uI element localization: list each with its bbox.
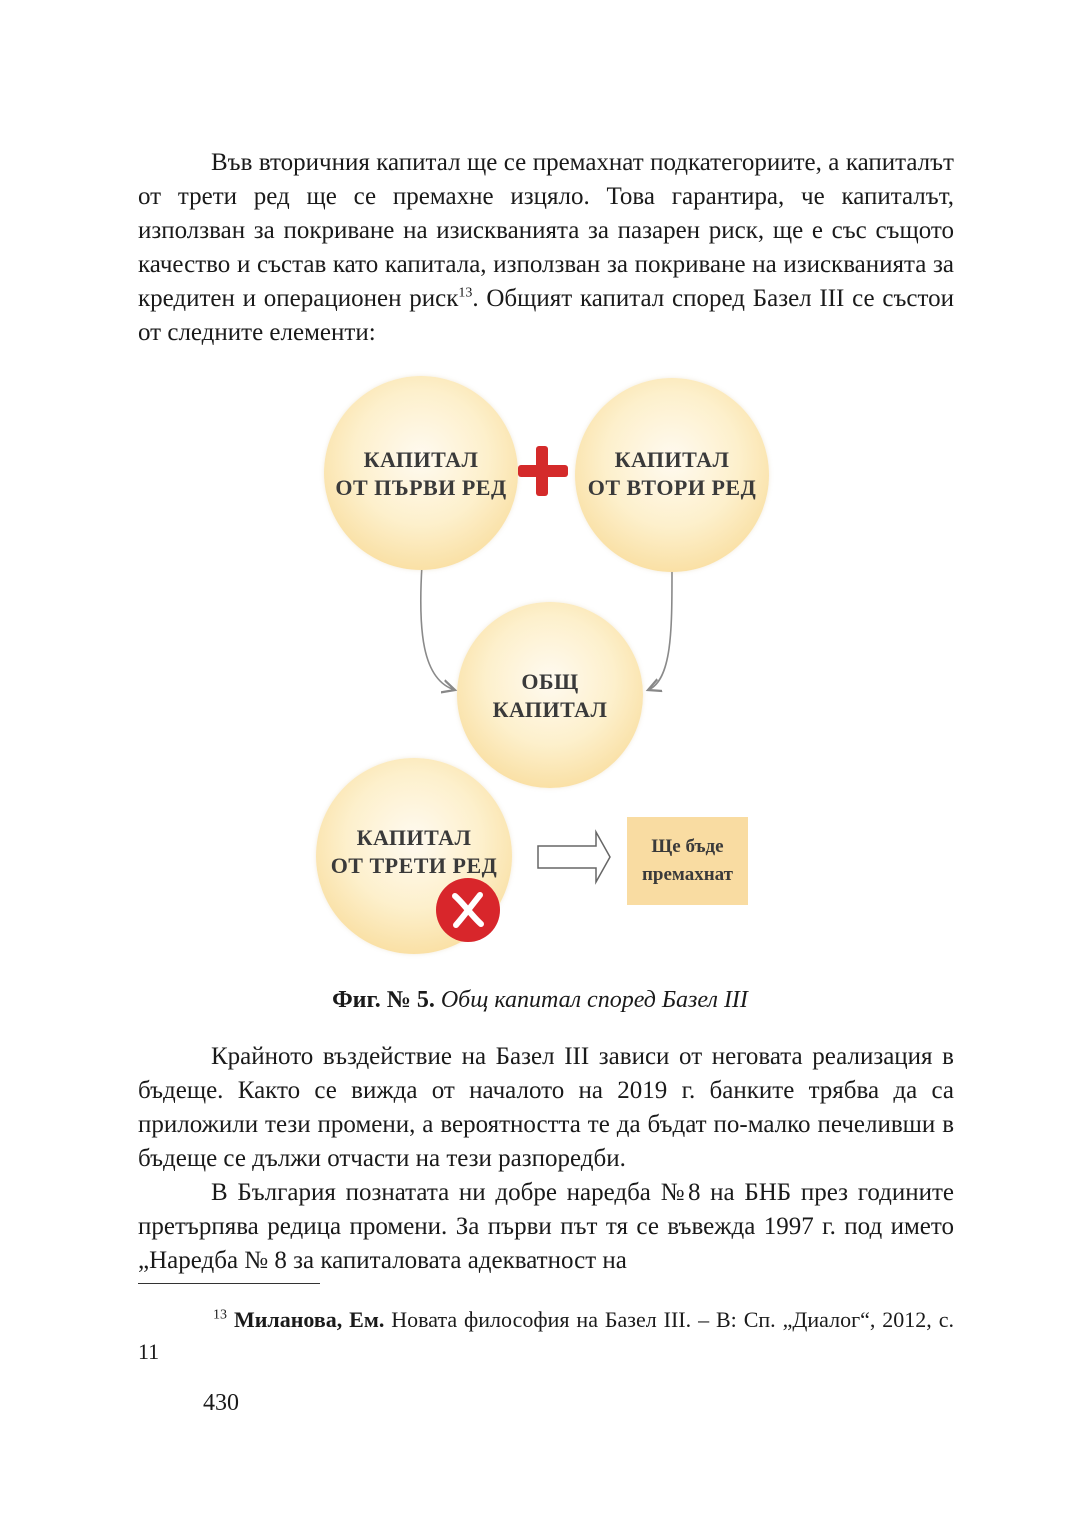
caption-label: Фиг. № 5. (332, 987, 435, 1013)
circle-tier2-capital (575, 378, 769, 572)
footnote-ref[interactable]: 13 (458, 285, 473, 301)
footnote-text: Новата философия на Базел III. – В: Сп. „Диалог“, 2012, с. 11 (138, 1307, 954, 1364)
footnote-separator (138, 1283, 320, 1284)
paragraph-1-text: Във вторичния капитал ще се премахнат подкатегориите, а капиталът от трети ред ще се премахне изцяло. Това гарантира, че капиталът, използван за покриване на изискванията за пазарен риск, ще е със същото качество и състав като капитала, използван за покриване на изискванията за кредитен и операционен риск (138, 149, 954, 312)
tier2-line2: ОТ ВТОРИ РЕД (587, 475, 757, 500)
plus-icon (516, 444, 570, 498)
paragraph-1-tail: . Общият капитал според Базел III се състои от следните елементи: (138, 285, 954, 346)
footnote (138, 1304, 954, 1368)
removed-line1: Ще бъде (651, 836, 724, 857)
circle-total-capital (457, 602, 643, 788)
tier1-line1: КАПИТАЛ (363, 447, 479, 472)
cross-icon (434, 876, 502, 944)
total-line1: ОБЩ (521, 669, 579, 694)
caption-title: Общ капитал според Базел III (440, 987, 748, 1013)
paragraph-2: Крайното въздействие на Базел III зависи от неговата реализация в бъдеще. Както се вижда от началото на 2019 г. банките трябва да са приложили тези промени, а вероятността те да бъдат по-малко печеливши в бъдеще се дължи отчасти на тези разпоредби. (138, 1043, 954, 1172)
circle-tier1-capital (324, 376, 518, 570)
figure-caption (0, 984, 1080, 1016)
tier3-line1: КАПИТАЛ (356, 825, 472, 850)
tier3-line2: ОТ ТРЕТИ РЕД (330, 853, 498, 878)
figure-total-capital (300, 370, 780, 970)
footnote-author: Миланова, Ем. (233, 1307, 385, 1332)
arrow-right-icon (538, 832, 610, 882)
tier2-line1: КАПИТАЛ (614, 447, 730, 472)
page-number: 430 (203, 1390, 239, 1416)
will-be-removed-box (627, 817, 748, 905)
total-line2: КАПИТАЛ (492, 697, 608, 722)
footnote-number: 13 (213, 1307, 227, 1323)
tier1-line2: ОТ ПЪРВИ РЕД (335, 475, 507, 500)
paragraph-1 (138, 146, 954, 350)
connector-left (421, 565, 455, 690)
connector-right (648, 570, 672, 690)
paragraph-3: В България познатата ни добре наредба №8 на БНБ през годините претърпява редица промени. За първи път тя се въвежда 1997 г. под името „Наредба № 8 за капиталовата адекватност на (138, 1179, 954, 1274)
removed-line2: премахнат (641, 864, 734, 885)
